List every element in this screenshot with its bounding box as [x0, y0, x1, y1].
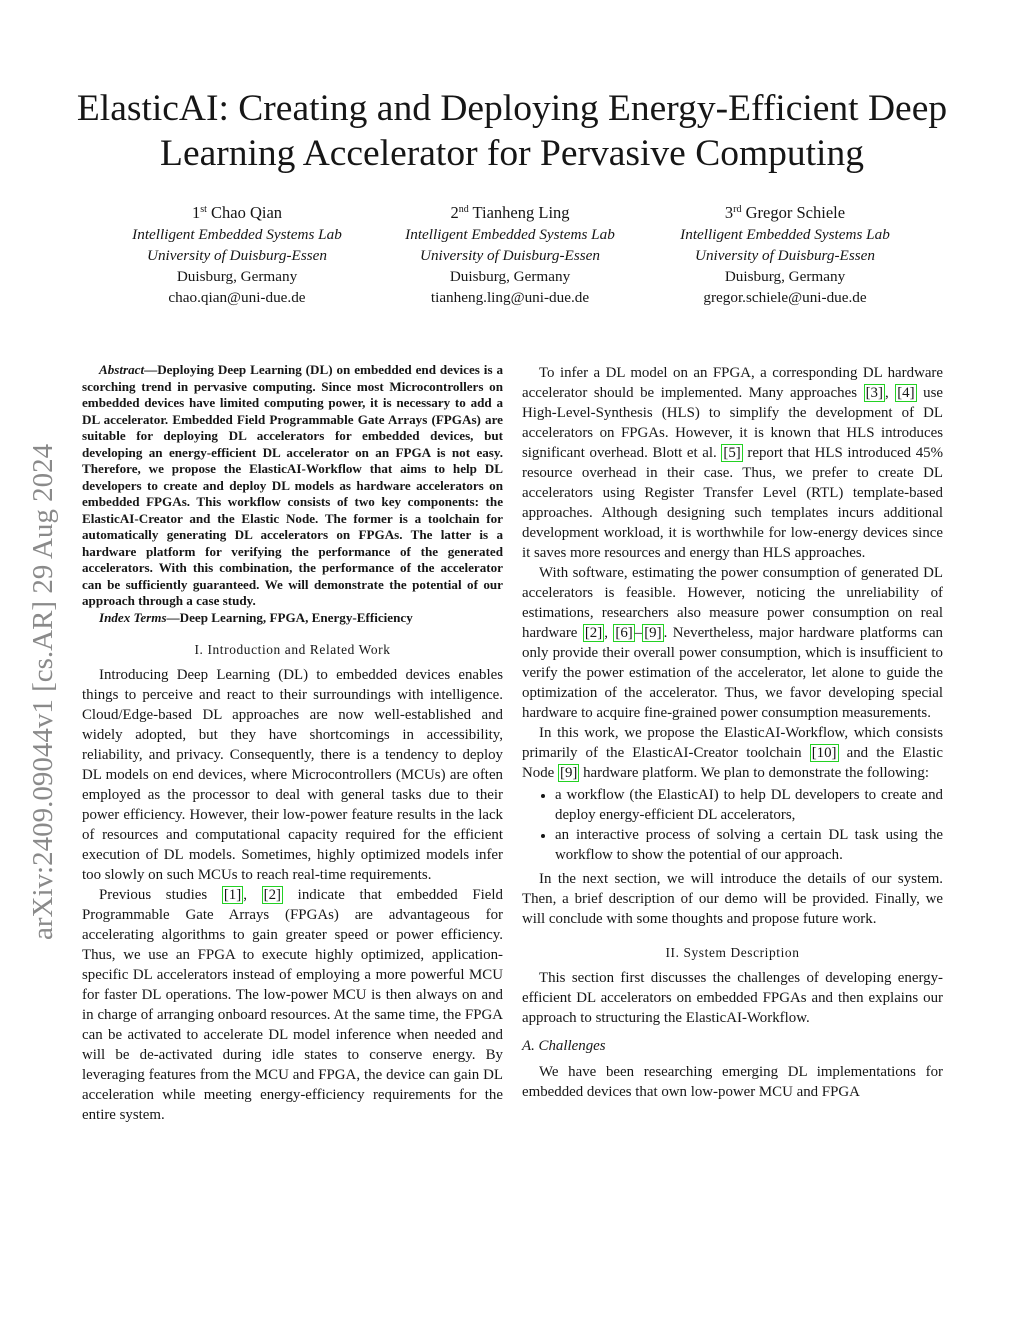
author-lab: Intelligent Embedded Systems Lab	[680, 226, 890, 243]
author-name: 3rd Gregor Schiele	[724, 203, 846, 222]
author-lab: Intelligent Embedded Systems Lab	[132, 226, 342, 243]
author-lab: Intelligent Embedded Systems Lab	[405, 226, 615, 243]
citation-link[interactable]: [1]	[223, 887, 242, 903]
author-name: 2nd Tianheng Ling	[450, 203, 570, 222]
author-3	[650, 202, 920, 308]
paragraph: To infer a DL model on an FPGA, a corresponding DL hardware accelerator should be implemented. Many approaches [3] , [4] use High-Level-Synthesis (HLS) to simplify the development of DL accelerators on FPGAs. However, it is known that HLS introduces significant overhead. Blott et al. [5] report that HLS introduced 45% resource overhead in their case. Thus, we prefer to create DL accelerators using Register Transfer Level (RTL) template-based approaches. Although designing such templates incurs additional development workload, it is worthwhile for low-energy devices since it saves more resources and energy than HLS approaches.	[522, 365, 943, 561]
paragraph: Previous studies [1] , [2] indicate that embedded Field Programmable Gate Arrays (FPGAs) are advantageous for accelerating algorithms to gain greater speed or power efficiency. Thus, we use an FPGA to execute highly optimized, application-specific DL accelerators instead of employing a more powerful MCU for faster DL operations. The low-power MCU is then always on and in charge of arranging onboard resources. At the same time, the FPGA can be activated to accelerate DL model inference when needed and will be de-activated during idle states to conserve energy. By leveraging features from the MCU and FPGA, the device can gain DL acceleration while meeting energy-efficiency requirements for the entire system.	[82, 887, 503, 1123]
citation-link[interactable]: [10]	[811, 745, 837, 761]
paragraph: In the next section, we will introduce the details of our system. Then, a brief description of our demo will be provided. Finally, we will conclude with some thoughts and propose future work.	[522, 871, 943, 927]
citation-link[interactable]: [5]	[723, 445, 741, 461]
author-email: tianheng.ling@uni-due.de	[430, 289, 590, 306]
section-heading-1: I. Introduction and Related Work	[194, 642, 391, 657]
subsection-heading: A. Challenges	[522, 1038, 606, 1054]
abstract: Abstract—Deploying Deep Learning (DL) on embedded end devices is a scorching trend in pervasive computing. Since most Microcontrollers on embedded devices have limited computing power, it is necessary to add a DL accelerator. Embedded Field Programmable Gate Arrays (FPGAs) are suitable for deploying DL accelerators for embedded devices, but developing an energy-efficient DL accelerator on an FPGA is not easy. Therefore, we propose the ElasticAI-Workflow that aims to help DL developers to create and deploy DL models as hardware accelerators on embedded FPGAs. This workflow consists of two key components: the ElasticAI-Creator and the Elastic Node. The former is a toolchain for automatically generating DL accelerators on FPGAs. The latter is a hardware platform for verifying the performance of the generated accelerators. With this combination, the performance of the accelerator can be sufficiently guaranteed. We will demonstrate the potential of our approach through a case study.	[82, 362, 503, 608]
paragraph: With software, estimating the power consumption of generated DL accelerators is feasible. However, noticing the unreliability of estimations, researchers also measure power consumption on real hardware [2] , [6] – [9] . Nevertheless, major hardware platforms can only provide their overall power consumption, which is insufficient to verify the power estimation of the accelerator, let alone to guide the optimization of the accelerator. Thus, we favor developing special hardware to acquire fine-grained power consumption measurements.	[522, 565, 943, 721]
author-university: University of Duisburg-Essen	[147, 247, 327, 264]
paragraph: In this work, we propose the ElasticAI-Workflow, which consists primarily of the ElasticAI-Creator toolchain [10] and the Elastic Node [9] hardware platform. We plan to demonstrate the following:	[522, 725, 943, 781]
paragraph: We have been researching emerging DL implementations for embedded devices that own low-power MCU and FPGA	[522, 1064, 943, 1100]
right-column	[522, 363, 943, 1102]
author-university: University of Duisburg-Essen	[420, 247, 600, 264]
bullet-list	[522, 785, 943, 865]
paragraph: This section first discusses the challenges of developing energy-efficient DL accelerators on embedded FPGAs and then explains our approach to structuring the ElasticAI-Workflow.	[522, 970, 943, 1026]
citation-link[interactable]: [9]	[559, 765, 578, 781]
arxiv-identifier: arXiv:2409.09044v1 [cs.AR] 29 Aug 2024	[27, 443, 59, 940]
author-location: Duisburg, Germany	[449, 268, 571, 285]
author-email: chao.qian@uni-due.de	[168, 289, 306, 306]
section-heading-2: II. System Description	[665, 945, 800, 960]
paragraph: Introducing Deep Learning (DL) to embedded devices enables things to perceive and react to their surroundings with intelligence. Cloud/Edge-based DL approaches are now well-established and widely adopted, but they have shortcomings in accessibility, reliability, and privacy. Consequently, there is a tendency to deploy DL models on end devices, where Microcontrollers (MCUs) are often employed as the processor to deal with general tasks due to their power efficiency. However, their low-power feature results in the lack of resources and computational capacity required for the efficient execution of DL models. Sometimes, highly optimized models infer too slowly on such MCUs to reach real-time requirements.	[82, 667, 503, 883]
citation-link[interactable]: [2]	[263, 887, 281, 903]
author-university: University of Duisburg-Essen	[695, 247, 875, 264]
author-name: 1st Chao Qian	[191, 203, 283, 222]
author-location: Duisburg, Germany	[176, 268, 298, 285]
author-2	[375, 202, 645, 308]
citation-link[interactable]: [2]	[584, 625, 603, 641]
citation-link[interactable]: [3]	[865, 385, 883, 401]
citation-link[interactable]: [6]	[615, 625, 633, 641]
left-column	[82, 362, 503, 1125]
author-1	[102, 202, 372, 308]
list-item: • an interactive process of solving a certain DL task using the workflow to show the potential of our approach.	[555, 825, 943, 865]
list-item: • a workflow (the ElasticAI) to help DL developers to create and deploy energy-efficient DL accelerators,	[555, 785, 943, 825]
index-terms: Index Terms—Deep Learning, FPGA, Energy-Efficiency	[99, 609, 413, 625]
citation-link[interactable]: [9]	[644, 625, 662, 641]
author-location: Duisburg, Germany	[724, 268, 846, 285]
author-email: gregor.schiele@uni-due.de	[703, 289, 867, 306]
paper-title: ElasticAI: Creating and Deploying Energy-Efficient Deep Learning Accelerator for Pervasive Computing	[76, 88, 948, 174]
citation-link[interactable]: [4]	[897, 385, 915, 401]
